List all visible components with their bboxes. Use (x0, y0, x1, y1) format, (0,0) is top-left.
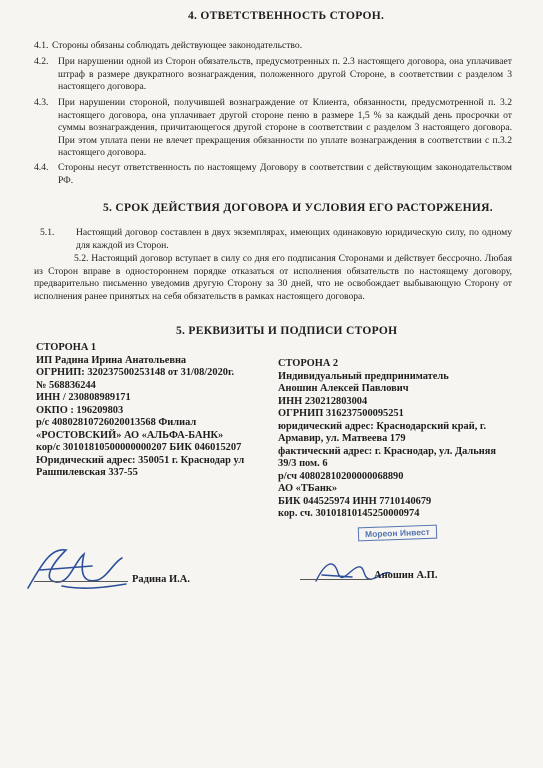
signature-party-1 (22, 540, 132, 600)
party-2-line: Аношин Алексей Павлович (278, 383, 409, 394)
party-2-line: ИНН 230212803004 (278, 395, 368, 407)
signer-2-name: Аношин А.П. (374, 570, 438, 581)
requisites-title: 5. РЕКВИЗИТЫ И ПОДПИСИ СТОРОН (176, 325, 398, 337)
clause-4-1-number: 4.1. (34, 40, 49, 51)
party-2-line: р/сч 40802810200000068890 (278, 470, 404, 482)
clause-4-4-text: Стороны несут ответственность по настоящему Договору в соответствии с действующим законодательством РФ. (58, 162, 512, 186)
party-1-line: ИНН / 230808989171 (36, 392, 131, 403)
party-2-line: СТОРОНА 2 (278, 358, 339, 369)
party-1-line: № 568836244 (36, 379, 96, 391)
party-2-line: БИК 044525974 ИНН 7710140679 (278, 495, 432, 507)
clause-4-3-text: При нарушении стороной, получившей вознаграждение от Клиента, обязанности, предусмотренной п. 3.2 настоящего договора, она уплачивает другой стороне пеню в размере 1,5 % за каждый день просрочки от суммы вознаграждения, причитающегося другой стороне в соответствии с разделом 3 настоящего договора. При этом уплата пени не влечет прекращения обязанности по уплате вознаграждения в соответствии с п.3.2 настоящего договора. (58, 97, 512, 159)
party-1-line: ОГРНИП: 320237500253148 от 31/08/2020г. (36, 367, 235, 378)
clause-4-4-number: 4.4. (34, 162, 49, 173)
party-2-line: ОГРНИП 316237500095251 (278, 408, 404, 419)
party-1-line: ОКПО : 196209803 (36, 404, 124, 416)
clause-4-2-text: При нарушении одной из Сторон обязательств, предусмотренных п. 2.3 настоящего договора, она уплачивает штраф в размере двукратного вознаграждения, положенного другой Стороне, в соответствии с разделом 3 настоящего договора. (58, 56, 512, 93)
clause-5-1-number: 5.1. (40, 227, 55, 238)
company-stamp: Мореон Инвест (358, 525, 437, 542)
party-1-line: Рашпилевская 337-55 (36, 467, 138, 478)
party-2-requisites (278, 358, 496, 521)
party-2-line: кор. сч. 30101810145250000974 (278, 508, 420, 519)
party-1-line: кор/с 30101810500000000207 БИК 046015207 (36, 442, 242, 453)
party-2-line: Армавир, ул. Матвеева 179 (278, 433, 406, 444)
party-1-line: «РОСТОВСКИЙ» АО «АЛЬФА-БАНК» (36, 429, 224, 441)
clause-4-3-number: 4.3. (34, 97, 49, 108)
party-2-line: Индивидуальный предприниматель (278, 370, 449, 382)
party-1-requisites (36, 342, 244, 480)
party-1-line: ИП Радина Ирина Анатольевна (36, 354, 187, 366)
party-2-line: юридический адрес: Краснодарский край, г. (278, 420, 487, 432)
party-1-line: Юридический адрес: 350051 г. Краснодар ул (36, 454, 245, 466)
party-2-line: 39/3 пом. 6 (278, 458, 328, 469)
party-2-line: АО «ТБанк» (278, 483, 338, 494)
signature-line-party-2 (300, 579, 372, 580)
signature-line-party-1 (34, 581, 128, 582)
clause-5-2-text: 5.2. Настоящий договор вступает в силу со дня его подписания Сторонами и действует бессрочно. Любая из Сторон вправе в одностороннем порядке отказаться от исполнения обязательств по настоящему договору, предварительно письменно уведомив другую Сторону за 30 дней, что не освобождает выбывающую Сторону от исполнения ранее принятых на себя обязательств в рамках настоящего договора. (34, 253, 512, 302)
clause-4-1-text: Стороны обязаны соблюдать действующее законодательство. (52, 40, 303, 51)
party-2-line: фактический адрес: г. Краснодар, ул. Дальняя (278, 445, 496, 457)
party-1-line: СТОРОНА 1 (36, 342, 97, 353)
section-4-title: 4. ОТВЕТСТВЕННОСТЬ СТОРОН. (188, 10, 385, 22)
section-5-title: 5. СРОК ДЕЙСТВИЯ ДОГОВОРА И УСЛОВИЯ ЕГО РАСТОРЖЕНИЯ. (103, 202, 493, 214)
clause-4-2-number: 4.2. (34, 56, 49, 67)
signer-1-name: Радина И.А. (132, 574, 190, 585)
party-1-line: р/с 40802810726020013568 Филиал (36, 417, 197, 428)
clause-5-1-text: Настоящий договор составлен в двух экземплярах, имеющих одинаковую юридическую силу, по одному для каждой из Сторон. (76, 227, 512, 251)
